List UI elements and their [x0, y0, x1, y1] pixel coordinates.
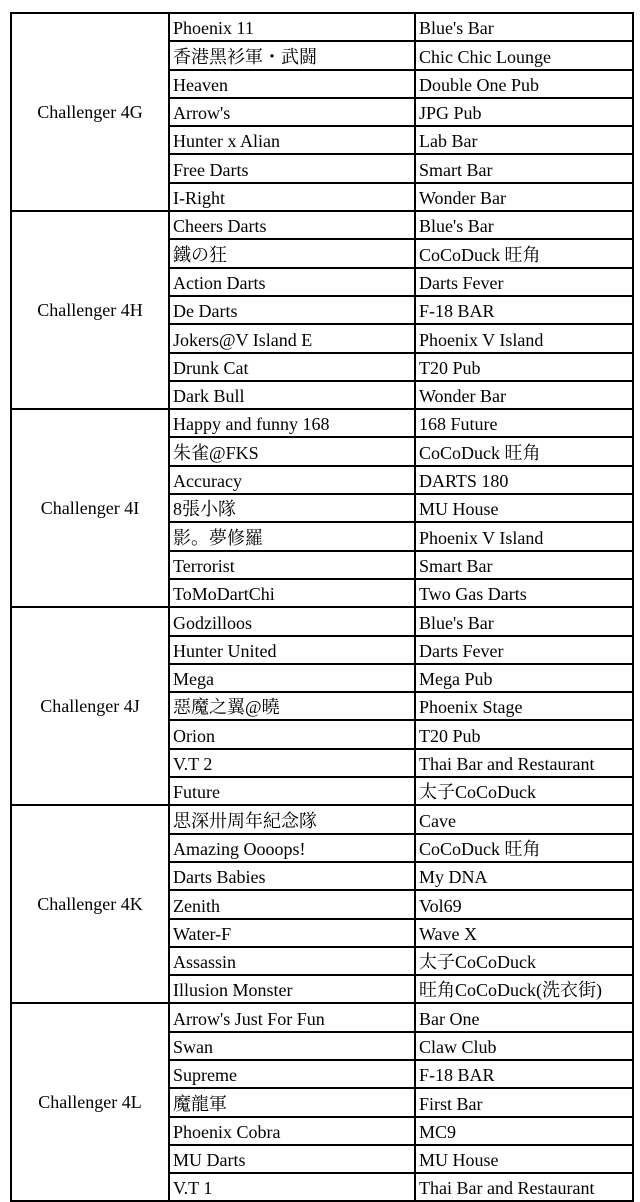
venue-name-cell: CoCoDuck 旺角 — [415, 239, 633, 267]
group-name-cell: Challenger 4J — [11, 607, 169, 805]
venue-name-cell: CoCoDuck 旺角 — [415, 834, 633, 862]
team-name-cell: Heaven — [169, 70, 415, 98]
venue-name-cell: MU House — [415, 494, 633, 522]
table-row — [11, 13, 633, 41]
team-name-cell: Arrow's — [169, 98, 415, 126]
venue-name-cell: T20 Pub — [415, 353, 633, 381]
venue-name-cell: First Bar — [415, 1088, 633, 1116]
venue-name-cell: Wave X — [415, 919, 633, 947]
venue-name-cell: Two Gas Darts — [415, 579, 633, 607]
venue-name-cell: Blue's Bar — [415, 13, 633, 41]
league-table-body — [11, 13, 633, 1201]
team-name-cell: 魔龍軍 — [169, 1088, 415, 1116]
table-row — [11, 1003, 633, 1031]
team-name-cell: Godzilloos — [169, 607, 415, 635]
team-name-cell: MU Darts — [169, 1145, 415, 1173]
venue-name-cell: 旺角CoCoDuck(洗衣街) — [415, 975, 633, 1003]
venue-name-cell: Phoenix V Island — [415, 522, 633, 550]
venue-name-cell: Wonder Bar — [415, 381, 633, 409]
team-name-cell: Happy and funny 168 — [169, 409, 415, 437]
group-name-cell: Challenger 4G — [11, 13, 169, 211]
table-row — [11, 607, 633, 635]
venue-name-cell: Darts Fever — [415, 636, 633, 664]
venue-name-cell: Double One Pub — [415, 70, 633, 98]
venue-name-cell: Vol69 — [415, 890, 633, 918]
venue-name-cell: Bar One — [415, 1003, 633, 1031]
group-name-cell: Challenger 4H — [11, 211, 169, 409]
team-name-cell: Assassin — [169, 947, 415, 975]
venue-name-cell: 太子CoCoDuck — [415, 947, 633, 975]
team-name-cell: Orion — [169, 720, 415, 748]
team-name-cell: V.T 1 — [169, 1173, 415, 1201]
league-table-container — [10, 12, 632, 1202]
team-name-cell: 朱雀@FKS — [169, 437, 415, 465]
venue-name-cell: Claw Club — [415, 1032, 633, 1060]
venue-name-cell: 168 Future — [415, 409, 633, 437]
team-name-cell: 鐵の狂 — [169, 239, 415, 267]
team-name-cell: Water-F — [169, 919, 415, 947]
team-name-cell: Cheers Darts — [169, 211, 415, 239]
table-row — [11, 211, 633, 239]
venue-name-cell: MU House — [415, 1145, 633, 1173]
table-row — [11, 409, 633, 437]
venue-name-cell: MC9 — [415, 1117, 633, 1145]
venue-name-cell: Smart Bar — [415, 154, 633, 182]
team-name-cell: Zenith — [169, 890, 415, 918]
league-table — [10, 12, 634, 1202]
group-name-cell: Challenger 4I — [11, 409, 169, 607]
team-name-cell: Amazing Oooops! — [169, 834, 415, 862]
team-name-cell: 8張小隊 — [169, 494, 415, 522]
team-name-cell: Arrow's Just For Fun — [169, 1003, 415, 1031]
team-name-cell: Supreme — [169, 1060, 415, 1088]
team-name-cell: Swan — [169, 1032, 415, 1060]
venue-name-cell: JPG Pub — [415, 98, 633, 126]
venue-name-cell: Smart Bar — [415, 551, 633, 579]
team-name-cell: Dark Bull — [169, 381, 415, 409]
team-name-cell: 思深卅周年紀念隊 — [169, 805, 415, 833]
team-name-cell: Terrorist — [169, 551, 415, 579]
team-name-cell: Hunter United — [169, 636, 415, 664]
team-name-cell: Accuracy — [169, 466, 415, 494]
team-name-cell: 惡魔之翼@曉 — [169, 692, 415, 720]
team-name-cell: Phoenix Cobra — [169, 1117, 415, 1145]
team-name-cell: Phoenix 11 — [169, 13, 415, 41]
team-name-cell: 香港黑衫軍・武闘 — [169, 41, 415, 69]
venue-name-cell: Blue's Bar — [415, 211, 633, 239]
team-name-cell: Drunk Cat — [169, 353, 415, 381]
team-name-cell: Future — [169, 777, 415, 805]
team-name-cell: I-Right — [169, 183, 415, 211]
venue-name-cell: F-18 BAR — [415, 296, 633, 324]
venue-name-cell: CoCoDuck 旺角 — [415, 437, 633, 465]
venue-name-cell: Thai Bar and Restaurant — [415, 749, 633, 777]
team-name-cell: V.T 2 — [169, 749, 415, 777]
team-name-cell: Hunter x Alian — [169, 126, 415, 154]
team-name-cell: Illusion Monster — [169, 975, 415, 1003]
venue-name-cell: My DNA — [415, 862, 633, 890]
venue-name-cell: Cave — [415, 805, 633, 833]
venue-name-cell: T20 Pub — [415, 720, 633, 748]
venue-name-cell: 太子CoCoDuck — [415, 777, 633, 805]
venue-name-cell: F-18 BAR — [415, 1060, 633, 1088]
team-name-cell: De Darts — [169, 296, 415, 324]
team-name-cell: ToMoDartChi — [169, 579, 415, 607]
venue-name-cell: Lab Bar — [415, 126, 633, 154]
venue-name-cell: Chic Chic Lounge — [415, 41, 633, 69]
table-row — [11, 805, 633, 833]
team-name-cell: Free Darts — [169, 154, 415, 182]
venue-name-cell: Thai Bar and Restaurant — [415, 1173, 633, 1201]
venue-name-cell: Wonder Bar — [415, 183, 633, 211]
venue-name-cell: Darts Fever — [415, 268, 633, 296]
group-name-cell: Challenger 4L — [11, 1003, 169, 1201]
team-name-cell: Darts Babies — [169, 862, 415, 890]
venue-name-cell: Phoenix V Island — [415, 324, 633, 352]
venue-name-cell: Phoenix Stage — [415, 692, 633, 720]
venue-name-cell: Blue's Bar — [415, 607, 633, 635]
team-name-cell: Jokers@V Island E — [169, 324, 415, 352]
team-name-cell: 影。夢修羅 — [169, 522, 415, 550]
team-name-cell: Action Darts — [169, 268, 415, 296]
venue-name-cell: Mega Pub — [415, 664, 633, 692]
group-name-cell: Challenger 4K — [11, 805, 169, 1003]
venue-name-cell: DARTS 180 — [415, 466, 633, 494]
team-name-cell: Mega — [169, 664, 415, 692]
